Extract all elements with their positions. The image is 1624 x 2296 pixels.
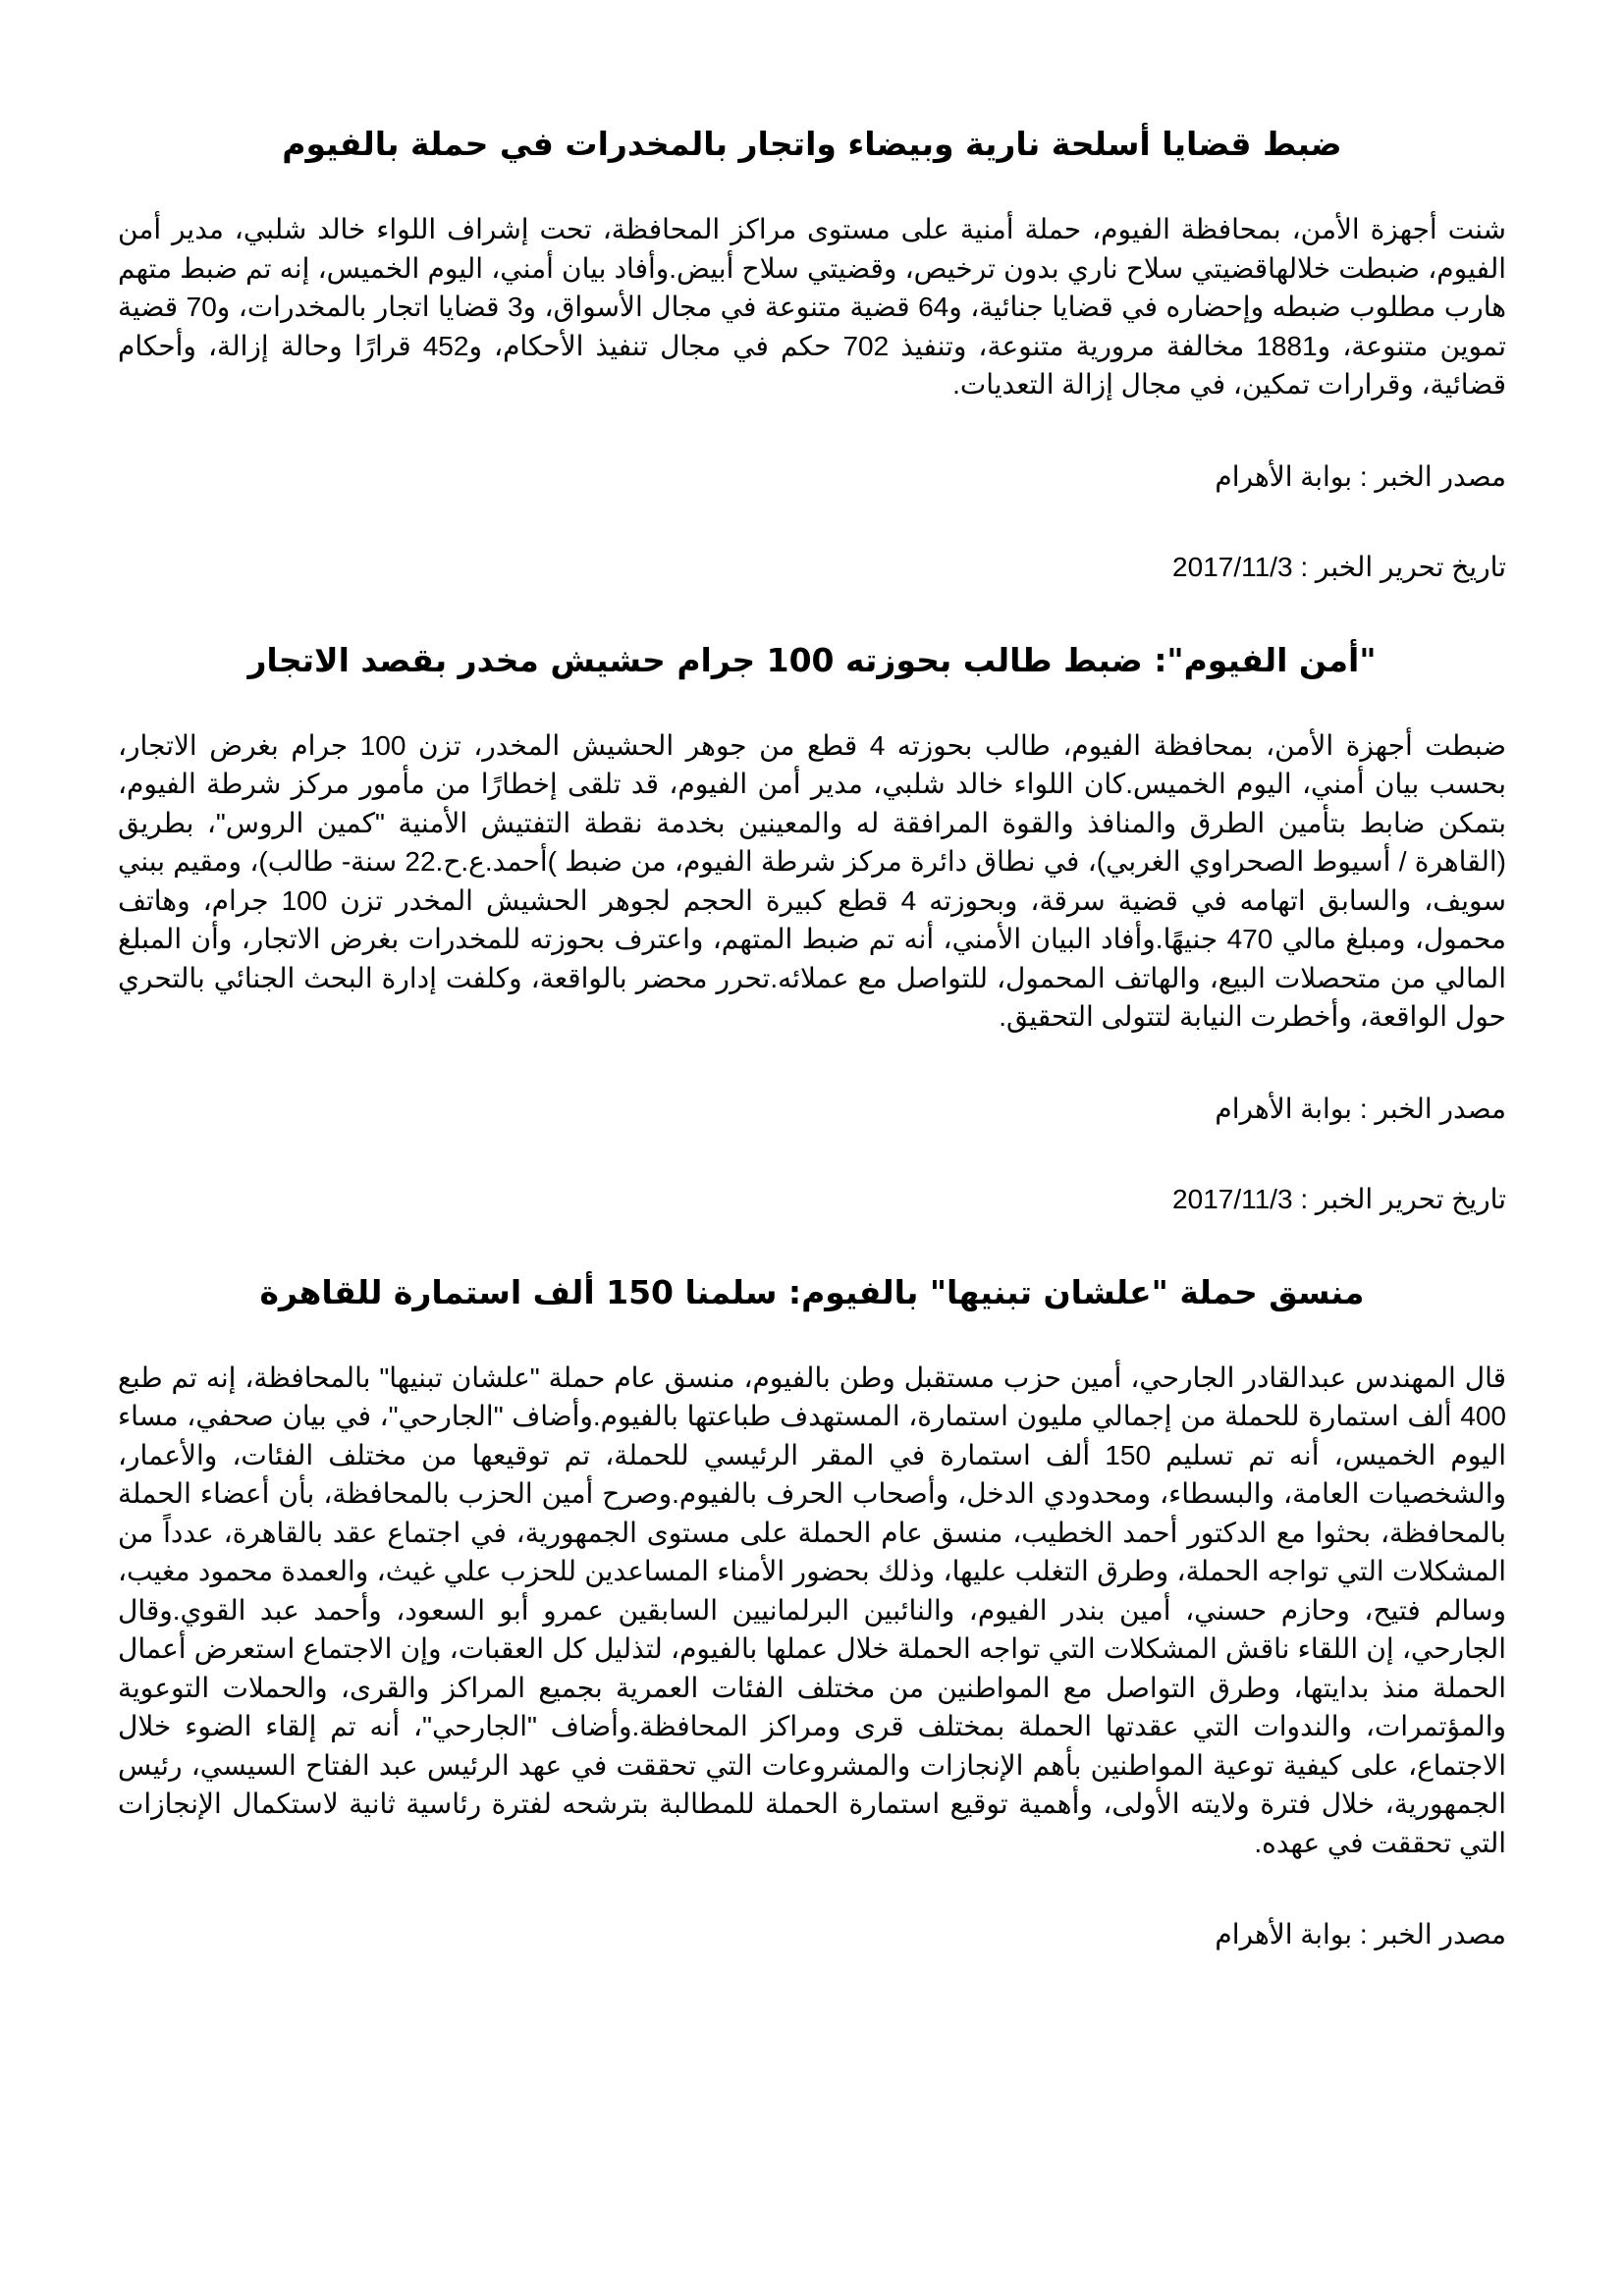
date-label: تاريخ تحرير الخبر :	[1292, 1183, 1506, 1214]
source-value: بوابة الأهرام	[1215, 1919, 1353, 1949]
article-body: شنت أجهزة الأمن، بمحافظة الفيوم، حملة أمنية على مستوى مراكز المحافظة، تحت إشراف اللواء خالد شلبي، مدير أمن الفيوم، ضبطت خلالهاقضيتي سلاح ناري بدون ترخيص، وقضيتي سلاح أبيض.وأفاد بيان أمني، اليوم الخميس، إنه تم ضبط متهم هارب مطلوب ضبطه وإحضاره في قضايا جنائية، و64 قضية متنوعة في مجال الأسواق، و3 قضايا اتجار بالمخدرات، و70 قضية تموين متنوعة، و1881 مخالفة مرورية متنوعة، وتنفيذ 702 حكم في مجال تنفيذ الأحكام، و452 قرارًا وحالة إزالة، وأحكام قضائية، وقرارات تمكين، في مجال إزالة التعديات.	[118, 214, 1507, 400]
source-label: مصدر الخبر :	[1352, 1093, 1506, 1124]
source-value: بوابة الأهرام	[1215, 460, 1353, 492]
article-date	[118, 548, 1506, 587]
source-label: مصدر الخبر :	[1352, 1919, 1506, 1949]
article-headline: منسق حملة "علشان تبنيها" بالفيوم: سلمنا 150 ألف استمارة للقاهرة	[259, 1272, 1365, 1311]
article-date	[118, 1180, 1506, 1219]
source-value: بوابة الأهرام	[1215, 1093, 1353, 1124]
article-body: قال المهندس عبدالقادر الجارحي، أمين حزب مستقبل وطن بالفيوم، منسق عام حملة "علشان تبنيها" بالمحافظة، إنه تم طبع 400 ألف استمارة للحملة من إجمالي مليون استمارة، المستهدف طباعتها بالفيوم.وأضاف "الجارحي"، في بيان صحفي، مساء اليوم الخميس، أنه تم تسليم 150 ألف استمارة في المقر الرئيسي للحملة، تم توقيعها من مختلف الفئات، والأعمار، والشخصيات العامة، والبسطاء، ومحدودي الدخل، وأصحاب الحرف بالفيوم.وصرح أمين الحزب بالمحافظة، بأن أعضاء الحملة بالمحافظة، بحثوا مع الدكتور أحمد الخطيب، منسق عام الحملة على مستوى الجمهورية، في اجتماع عقد بالقاهرة، عدداً من المشكلات التي تواجه الحملة، وطرق التغلب عليها، وذلك بحضور الأمناء المساعدين للحزب علي غيث، والعمدة محمود مغيب، وسالم فتيح، وحازم حسني، أمين بندر الفيوم، والنائبين البرلمانيين السابقين عمرو أبو السعود، وأحمد عبد القوي.وقال الجارحي، إن اللقاء ناقش المشكلات التي تواجه الحملة خلال عملها بالفيوم، لتذليل كل العقبات، وإن الاجتماع استعرض أعمال الحملة منذ بدايتها، وطرق التواصل مع المواطنين من مختلف الفئات العمرية بجميع المراكز والقرى، والحملات التوعوية والمؤتمرات، والندوات التي عقدتها الحملة بمختلف قرى ومراكز المحافظة.وأضاف "الجارحي"، أنه تم إلقاء الضوء خلال الاجتماع، على كيفية توعية المواطنين بأهم الإنجازات والمشروعات التي تحققت في عهد الرئيس عبد الفتاح السيسي، رئيس الجمهورية، خلال فترة ولايته الأولى، وأهمية توقيع استمارة الحملة للمطالبة بترشحه لفترة رئاسية ثانية لاستكمال الإنجازات التي تحققت في عهده.	[118, 1362, 1506, 1858]
article-2	[118, 638, 1506, 1219]
article-headline: "أمن الفيوم": ضبط طالب بحوزته 100 جرام حشيش مخدر بقصد الاتجار	[247, 640, 1377, 679]
article-source	[118, 1915, 1506, 1954]
date-value: 2017/11/3	[1172, 551, 1293, 582]
article-source	[118, 457, 1506, 497]
article-headline: ضبط قضايا أسلحة نارية وبيضاء واتجار بالمخدرات في حملة بالفيوم	[282, 125, 1342, 163]
document-page	[118, 108, 1506, 2005]
source-label: مصدر الخبر :	[1352, 460, 1506, 492]
date-value: 2017/11/3	[1172, 1183, 1293, 1214]
article-source	[118, 1090, 1506, 1129]
date-label: تاريخ تحرير الخبر :	[1292, 551, 1506, 582]
article-1	[118, 122, 1506, 587]
article-3	[118, 1270, 1506, 1955]
article-body: ضبطت أجهزة الأمن، بمحافظة الفيوم، طالب بحوزته 4 قطع من جوهر الحشيش المخدر، تزن 100 جرام بغرض الاتجار، بحسب بيان أمني، اليوم الخميس.كان اللواء خالد شلبي، مدير أمن الفيوم، قد تلقى إخطارًا من مأمور مركز شرطة الفيوم، بتمكن ضابط بتأمين الطرق والمنافذ والقوة المرافقة له والمعينين بخدمة نقطة التفتيش الأمنية "كمين الروس"، بطريق (القاهرة / أسيوط الصحراوي الغربي)، في نطاق دائرة مركز شرطة الفيوم، من ضبط )أحمد.ع.ح.22 سنة- طالب)، ومقيم ببني سويف، والسابق اتهامه في قضية سرقة، وبحوزته 4 قطع كبيرة الحجم لجوهر الحشيش المخدر تزن 100 جرام، وهاتف محمول، ومبلغ مالي 470 جنيهًا.وأفاد البيان الأمني، أنه تم ضبط المتهم، واعترف بحوزته للمخدرات بغرض الاتجار، وأن المبلغ المالي من متحصلات البيع، والهاتف المحمول، للتواصل مع عملائه.تحرر محضر بالواقعة، وكلفت إدارة البحث الجنائي بالتحري حول الواقعة، وأخطرت النيابة لتتولى التحقيق.	[118, 729, 1507, 1032]
